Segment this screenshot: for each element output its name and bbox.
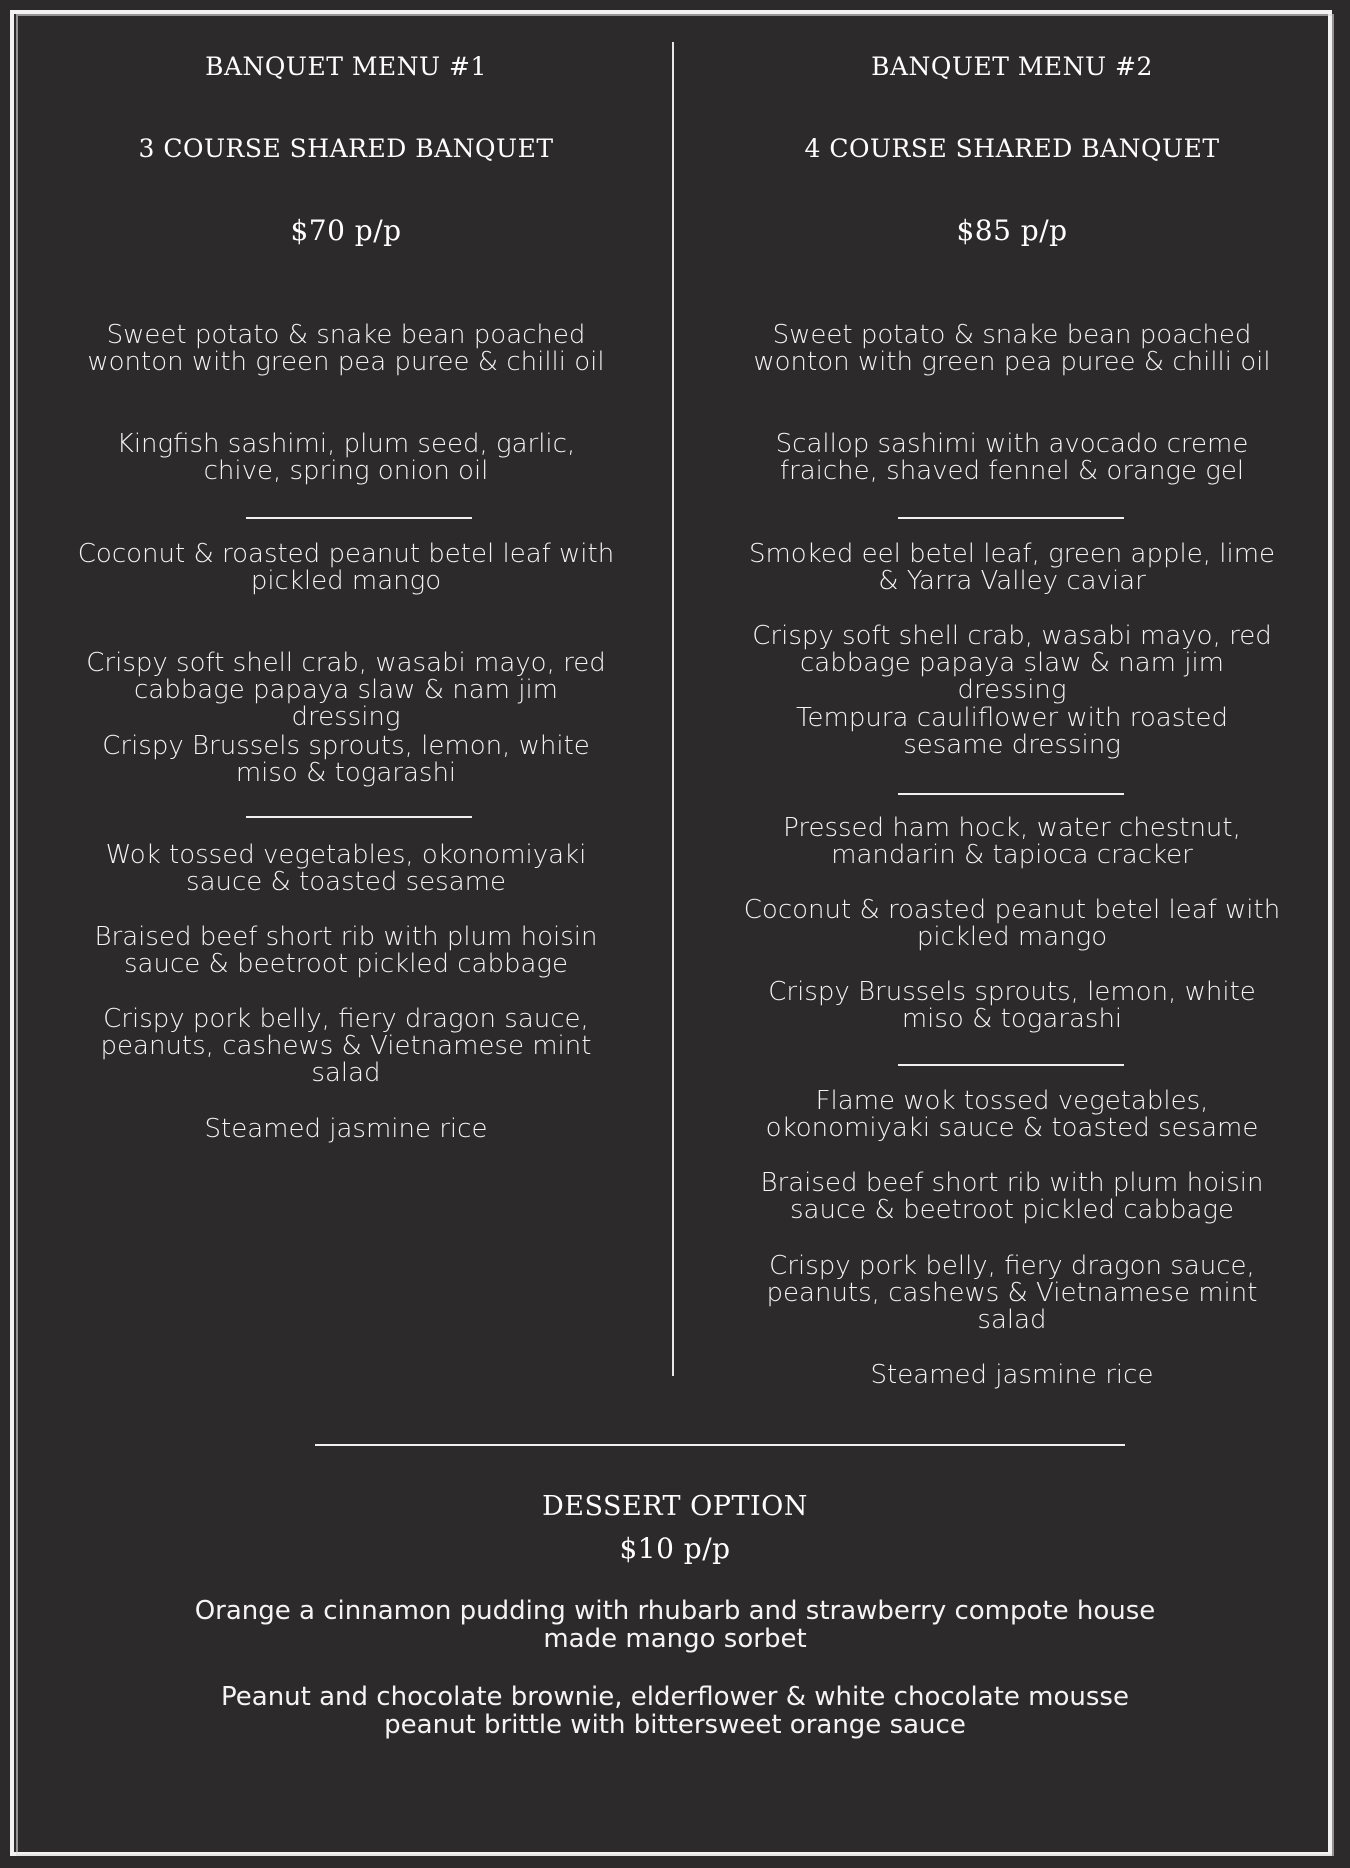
- dessert-title: DESSERT OPTION: [542, 1491, 808, 1522]
- menu-2-subtitle: 4 COURSE SHARED BANQUET: [804, 134, 1220, 163]
- menu-2-item: Steamed jasmine rice: [870, 1360, 1154, 1390]
- menu-2-item: Crispy pork belly, fiery dragon sauce, peanuts, cashews & Vietnamese mint salad: [766, 1251, 1258, 1335]
- menu-1-course-divider: [246, 517, 472, 519]
- column-divider: [672, 42, 674, 1376]
- menu-2-item: Flame wok tossed vegetables, okonomiyaki sauce & toasted sesame: [765, 1086, 1259, 1143]
- menu-2-item: Braised beef short rib with plum hoisin sauce & beetroot pickled cabbage: [760, 1168, 1264, 1225]
- menu-1-subtitle: 3 COURSE SHARED BANQUET: [138, 134, 554, 163]
- dessert-price: $10 p/p: [619, 1532, 731, 1565]
- menu-2-item: Smoked eel betel leaf, green apple, lime & Yarra Valley caviar: [748, 539, 1276, 596]
- menu-2-item: Tempura cauliflower with roasted sesame dressing: [796, 703, 1228, 760]
- menu-1-item: Sweet potato & snake bean poached wonton with green pea puree & chilli oil: [87, 320, 605, 377]
- dessert-divider: [315, 1444, 1125, 1446]
- dessert-item: Orange a cinnamon pudding with rhubarb and strawberry compote house made mango sorbet: [194, 1596, 1156, 1654]
- menu-2-item: Coconut & roasted peanut betel leaf with pickled mango: [743, 895, 1281, 952]
- menu-1-item: Steamed jasmine rice: [204, 1114, 488, 1144]
- menu-2-course-divider: [898, 793, 1124, 795]
- menu-2-item: Sweet potato & snake bean poached wonton with green pea puree & chilli oil: [753, 320, 1271, 377]
- menu-2-course-divider: [898, 1064, 1124, 1066]
- menu-1-item: Kingfish sashimi, plum seed, garlic, chive, spring onion oil: [116, 429, 576, 486]
- menu-2-item: Scallop sashimi with avocado creme fraiche, shaved fennel & orange gel: [775, 429, 1249, 486]
- menu-1-price: $70 p/p: [290, 214, 402, 247]
- menu-2-item: Crispy Brussels sprouts, lemon, white miso & togarashi: [768, 977, 1256, 1034]
- menu-2-title: BANQUET MENU #2: [871, 52, 1153, 81]
- menu-1-item: Crispy pork belly, fiery dragon sauce, peanuts, cashews & Vietnamese mint salad: [100, 1004, 592, 1088]
- menu-1-item: Wok tossed vegetables, okonomiyaki sauce & toasted sesame: [105, 840, 587, 897]
- menu-1-item: Crispy Brussels sprouts, lemon, white miso & togarashi: [102, 731, 590, 788]
- menu-2-course-divider: [898, 517, 1124, 519]
- menu-1-title: BANQUET MENU #1: [205, 52, 487, 81]
- menu-1-item: Coconut & roasted peanut betel leaf with pickled mango: [77, 539, 615, 596]
- dessert-item: Peanut and chocolate brownie, elderflower & white chocolate mousse peanut brittle with bittersweet orange sauce: [221, 1682, 1129, 1740]
- menu-1-item: Braised beef short rib with plum hoisin sauce & beetroot pickled cabbage: [94, 922, 598, 979]
- menu-2-price: $85 p/p: [956, 214, 1068, 247]
- menu-2-item: Crispy soft shell crab, wasabi mayo, red cabbage papaya slaw & nam jim dressing: [752, 621, 1272, 705]
- menu-2-item: Pressed ham hock, water chestnut, mandarin & tapioca cracker: [783, 813, 1241, 870]
- menu-1-course-divider: [246, 816, 472, 818]
- menu-1-item: Crispy soft shell crab, wasabi mayo, red cabbage papaya slaw & nam jim dressing: [86, 648, 606, 732]
